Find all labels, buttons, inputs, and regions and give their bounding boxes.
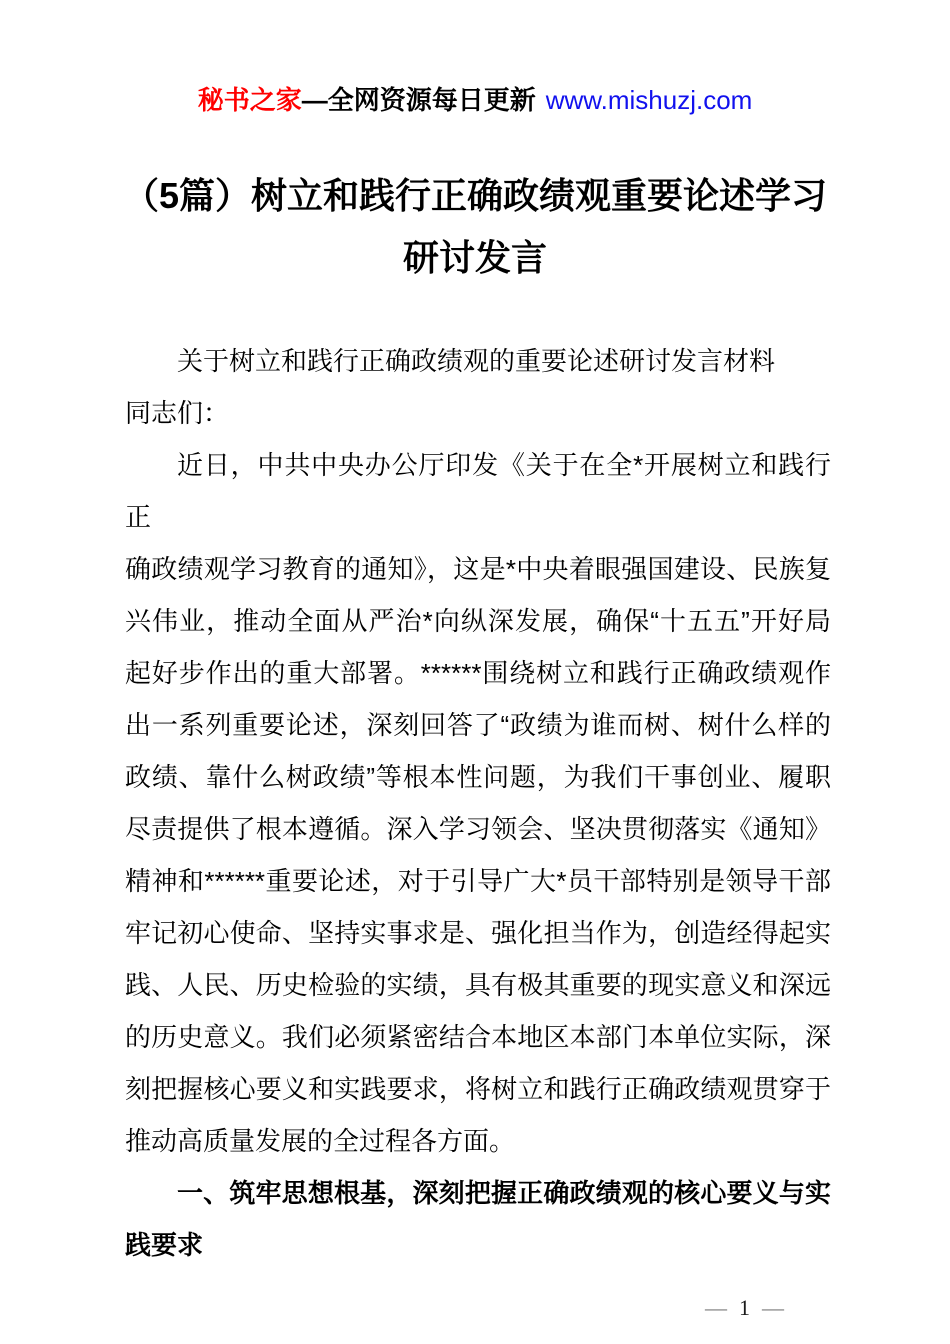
text-line: 精神和******重要论述，对于引导广大*员干部特别是领导干部 — [125, 866, 831, 896]
paragraph — [125, 335, 831, 387]
footer-left-dash: — — [705, 1295, 727, 1320]
text-line: 近日，中共中央办公厅印发《关于在全*开展树立和践行正 — [125, 450, 831, 532]
text-line: 践、人民、历史检验的实绩，具有极其重要的现实意义和深远 — [125, 970, 831, 1000]
text-line: 尽责提供了根本遵循。深入学习领会、坚决贯彻落实《通知》 — [125, 814, 831, 844]
text-line: 确政绩观学习教育的通知》，这是*中央着眼强国建设、民族复 — [125, 554, 831, 584]
site-url-link[interactable]: www.mishuzj.com — [545, 85, 753, 115]
text-line: 政绩、靠什么树政绩”等根本性问题，为我们干事创业、履职 — [125, 762, 831, 792]
site-tagline: —全网资源每日更新 — [301, 85, 536, 115]
text-line: 起好步作出的重大部署。******围绕树立和践行正确政绩观作 — [125, 658, 831, 688]
text-line: 一、筑牢思想根基，深刻把握正确政绩观的核心要义与实 — [177, 1178, 831, 1208]
document-title — [95, 165, 855, 289]
document-title-line: 研讨发言 — [402, 237, 547, 278]
footer-right-dash: — — [762, 1295, 784, 1320]
page-number: 1 — [739, 1295, 750, 1320]
page-footer — [0, 1293, 950, 1323]
text-line: 兴伟业，推动全面从严治*向纵深发展，确保“十五五”开好局 — [125, 606, 831, 636]
doc-body — [125, 335, 831, 1271]
paragraph — [125, 387, 831, 439]
site-name: 秘书之家 — [197, 85, 302, 115]
site-header — [0, 0, 950, 120]
paragraph — [125, 439, 831, 1167]
text-line: 牢记初心使命、坚持实事求是、强化担当作为，创造经得起实 — [125, 918, 831, 948]
text-line: 的历史意义。我们必须紧密结合本地区本部门本单位实际，深 — [125, 1022, 831, 1052]
text-line: 推动高质量发展的全过程各方面。 — [125, 1126, 516, 1156]
paragraph — [125, 1167, 831, 1271]
text-line: 关于树立和践行正确政绩观的重要论述研讨发言材料 — [177, 346, 776, 376]
text-line: 同志们： — [125, 398, 230, 428]
document-title-line: （5篇）树立和践行正确政绩观重要论述学习 — [122, 175, 828, 216]
text-line: 践要求 — [125, 1230, 204, 1260]
text-line: 刻把握核心要义和实践要求，将树立和践行正确政绩观贯穿于 — [125, 1074, 831, 1104]
text-line: 出一系列重要论述，深刻回答了“政绩为谁而树、树什么样的 — [125, 710, 831, 740]
